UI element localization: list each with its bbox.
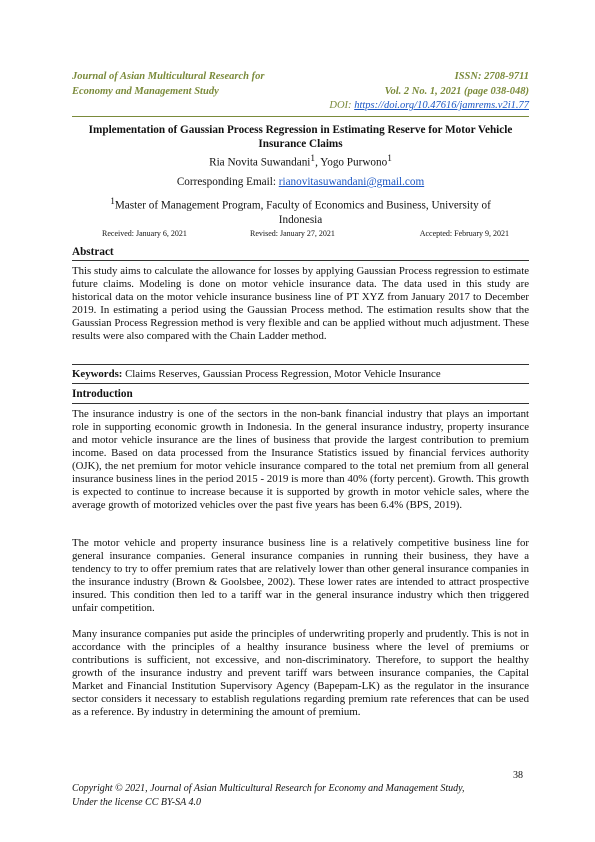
author-1-affil-mark: 1 (310, 154, 316, 164)
abstract-heading: Abstract (72, 246, 114, 258)
affiliation-mark: 1 (110, 197, 115, 207)
revised-date: Revised: January 27, 2021 (250, 229, 335, 238)
abstract-top-rule (72, 260, 529, 261)
header-divider (72, 116, 529, 117)
doi-line (309, 99, 529, 114)
issn: ISSN: 2708-9711 (454, 71, 529, 82)
author-separator: , (315, 156, 321, 169)
introduction-rule (72, 403, 529, 404)
abstract-text: This study aims to calculate the allowance for losses by applying Gaussian Process regression to estimate future claims. Modeling is done on motor vehicle insurance data. The data used in this study are historical data on the motor vehicle insurance business line of PT XYZ from January 2017 to December 2019. In estimating a period using the Gaussian Process method. The estimation results show that the Gaussian Process Regression method is very flexible and can be applied without much adjustment. These results were also compared with the Chain Ladder method. (72, 265, 529, 342)
introduction-heading: Introduction (72, 388, 133, 400)
email-label: Corresponding Email: (176, 176, 279, 188)
accepted-date: Accepted: February 9, 2021 (419, 229, 509, 238)
affiliation (90, 195, 511, 227)
author-2-affil-mark: 1 (387, 154, 392, 164)
journal-name (72, 70, 312, 99)
keywords-text: Claims Reserves, Gaussian Process Regression, Motor Vehicle Insurance (122, 368, 441, 380)
introduction-paragraph-1: The insurance industry is one of the sectors in the non-bank financial industry that plays an important role in supporting economic growth in Indonesia. In the general insurance industry, property insurance and motor vehicle insurance are the lines of business that provide the largest contribution to premium income. Based on data processed from the Insurance Statistics issued by financial fervices authority (OJK), the net premium for motor vehicle insurance compared to the total net premium from all general insurance business lines in the period 2015 - 2019 is more than 40% (forty percent). Growth. This growth is expected to continue to increase because it is supported by growth in motor vehicle sales, where the average growth of motorized vehicles over the past five years has been 6.4% (BPS, 2019). (72, 408, 529, 511)
journal-meta (309, 70, 529, 114)
keywords-label: Keywords: (72, 368, 123, 380)
doi-label: DOI: (329, 100, 355, 111)
author-1: Ria Novita Suwandani (209, 156, 311, 169)
received-date: Received: January 6, 2021 (102, 229, 187, 238)
abstract-bottom-rule (72, 364, 529, 365)
email-link[interactable]: rianovitasuwandani@gmail.com (278, 176, 425, 188)
corresponding-email (72, 176, 529, 188)
paper-title: Implementation of Gaussian Process Regression in Estimating Reserve for Motor Vehicle Insurance Claims (88, 124, 513, 150)
author-2: Yogo Purwono (320, 156, 388, 169)
journal-name-line1: Journal of Asian Multicultural Research for (72, 71, 265, 82)
keywords (72, 368, 529, 380)
volume-info: Vol. 2 No. 1, 2021 (page 038-048) (384, 85, 529, 97)
doi-link[interactable]: https://doi.org/10.47616/jamrems.v2i1.77 (354, 100, 529, 111)
introduction-paragraph-2: The motor vehicle and property insurance business line is a relatively competitive business line for general insurance companies. General insurance companies in running their business, they have a tendency to try to offer premium rates that are relatively lower than other general insurance companies in the insurance industry (Brown & Goolsbee, 2002). These lower rates are intended to attract prospective insured. This condition then led to a tariff war in the general insurance industry which then triggered unfair competition. (72, 537, 529, 614)
affiliation-text: Master of Management Program, Faculty of Economics and Business, University of Indonesia (114, 199, 491, 226)
keywords-bottom-rule (72, 383, 529, 384)
introduction-paragraph-3: Many insurance companies put aside the principles of underwriting properly and prudently. This is not in accordance with the principles of a healthy insurance business where the level of premiums or contributions is sufficient, not excessive, and non-discriminatory. Therefore, to support the healthy growth of the insurance industry and prevent tariff wars between insurance companies, the Capital Market and Financial Institution Supervisory Agency (Bapepam-LK) as the regulator in the insurance sector considers it necessary to establish regulations regarding premium rate references that can be used as a reference. By industry in determining the amount of premium. (72, 628, 529, 718)
copyright-footer (72, 782, 529, 809)
copyright-line1: Copyright © 2021, Journal of Asian Multicultural Research for Economy and Management Study, (72, 783, 465, 794)
authors (72, 154, 529, 169)
journal-name-line2: Economy and Management Study (72, 85, 219, 97)
page-number: 38 (513, 770, 523, 781)
copyright-line2: Under the license CC BY-SA 4.0 (72, 796, 202, 808)
